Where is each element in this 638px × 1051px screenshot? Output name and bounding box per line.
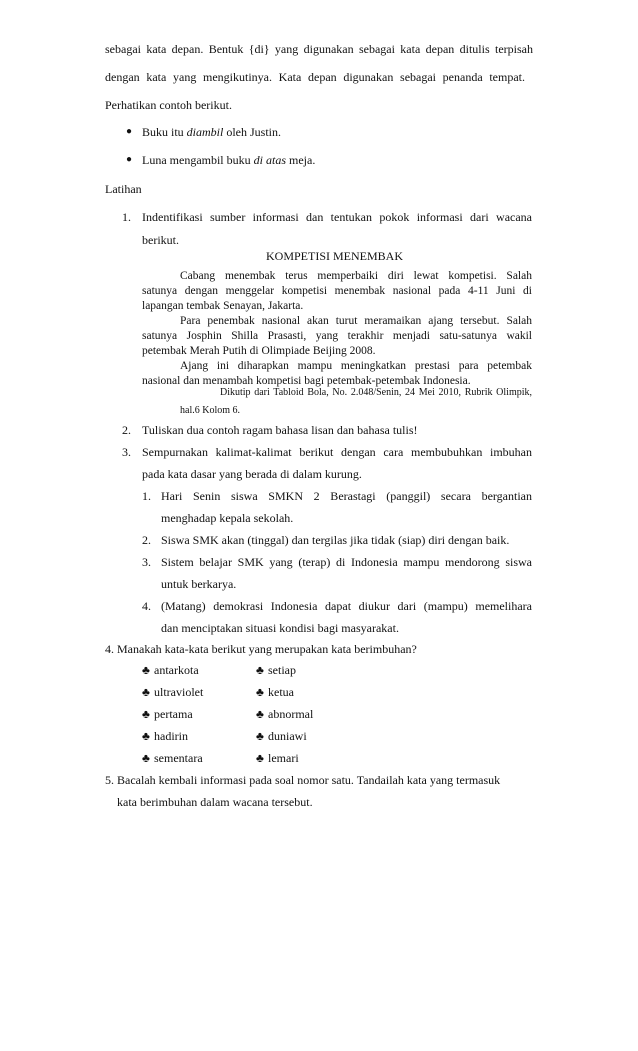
q3-item-2-line-1: Siswa SMK akan (tinggal) dan tergilas jika tidak (siap) diri dengan baik. [161, 533, 510, 547]
article-p3-line-1: Ajang ini diharapkan mampu meningkatkan prestasi para petembak [180, 360, 532, 372]
article-source-1: Dikutip dari Tabloid Bola, No. 2.048/Senin, 24 Mei 2010, Rubrik Olimpik, [220, 387, 532, 398]
club-icon: ♣ [142, 751, 150, 765]
q3-item-4-line-1: (Matang) demokrasi Indonesia dapat diukur dari (mampu) memelihara [161, 599, 532, 613]
q2-text: Tuliskan dua contoh ragam bahasa lisan dan bahasa tulis! [142, 423, 418, 437]
q5-line-1: 5. Bacalah kembali informasi pada soal nomor satu. Tandailah kata yang termasuk [105, 773, 501, 787]
intro-line-1: sebagai kata depan. Bentuk {di} yang digunakan sebagai kata depan ditulis terpisah [105, 42, 533, 56]
q4-right-3: abnormal [268, 707, 314, 721]
q4-left-1: antarkota [154, 663, 199, 677]
q3-line-1: Sempurnakan kalimat-kalimat berikut dengan cara membubuhkan imbuhan [142, 445, 532, 459]
q3-number: 3. [122, 445, 131, 459]
club-icon: ♣ [142, 685, 150, 699]
club-icon: ♣ [256, 729, 264, 743]
q3-item-3-number: 3. [142, 555, 151, 569]
q3-item-3-line-2: untuk berkarya. [161, 577, 237, 591]
q4-right-5: lemari [268, 751, 299, 765]
q4-text: 4. Manakah kata-kata berikut yang merupakan kata berimbuhan? [105, 642, 417, 656]
latihan-label: Latihan [105, 182, 142, 196]
q3-item-2-number: 2. [142, 533, 151, 547]
q3-item-1-number: 1. [142, 489, 151, 503]
q4-left-2: ultraviolet [154, 685, 204, 699]
q4-right-4: duniawi [268, 729, 307, 743]
intro-line-2: dengan kata yang mengikutinya. Kata depan digunakan sebagai penanda tempat. [105, 70, 525, 84]
q3-item-4-number: 4. [142, 599, 151, 613]
article-source-2: hal.6 Kolom 6. [180, 405, 240, 416]
article-p2-line-3: petembak Merah Putih di Olimpiade Beijing 2008. [142, 345, 376, 357]
article-p1-line-2: satunya dengan menggelar kompetisi menembak nasional pada 4-11 Juni di [142, 285, 532, 297]
example-2: Luna mengambil buku di atas meja. [142, 153, 316, 167]
bullet-icon: ● [126, 126, 133, 137]
q4-right-1: setiap [268, 663, 296, 677]
q3-item-3-line-1: Sistem belajar SMK yang (terap) di Indonesia mampu mendorong siswa [161, 555, 532, 569]
q1-line-1: Indentifikasi sumber informasi dan tentukan pokok informasi dari wacana [142, 210, 532, 224]
club-icon: ♣ [256, 663, 264, 677]
q4-left-3: pertama [154, 707, 193, 721]
club-icon: ♣ [256, 707, 264, 721]
q3-item-1-line-2: menghadap kepala sekolah. [161, 511, 294, 525]
club-icon: ♣ [142, 707, 150, 721]
club-icon: ♣ [142, 729, 150, 743]
q4-right-2: ketua [268, 685, 294, 699]
q4-left-5: sementara [154, 751, 203, 765]
article-p3-line-2: nasional dan menambah kompetisi bagi petembak-petembak Indonesia. [142, 375, 471, 387]
intro-line-3: Perhatikan contoh berikut. [105, 98, 232, 112]
q3-item-1-line-1: Hari Senin siswa SMKN 2 Berastagi (panggil) secara bergantian [161, 489, 532, 503]
q1-line-2: berikut. [142, 233, 179, 247]
article-title: KOMPETISI MENEMBAK [266, 249, 404, 263]
q3-line-2: pada kata dasar yang berada di dalam kurung. [142, 467, 362, 481]
q2-number: 2. [122, 423, 131, 437]
bullet-icon: ● [126, 154, 133, 165]
club-icon: ♣ [142, 663, 150, 677]
article-p2-line-2: satunya Josphin Shilla Prasasti, yang terakhir menjadi satu-satunya wakil [142, 330, 532, 342]
article-p1-line-1: Cabang menembak terus memperbaiki diri lewat kompetisi. Salah [180, 270, 532, 282]
club-icon: ♣ [256, 685, 264, 699]
q5-line-2: kata berimbuhan dalam wacana tersebut. [117, 795, 313, 809]
article-p2-line-1: Para penembak nasional akan turut meramaikan ajang tersebut. Salah [180, 315, 532, 327]
example-1: Buku itu diambil oleh Justin. [142, 125, 282, 139]
q3-item-4-line-2: dan menciptakan situasi kondisi bagi masyarakat. [161, 621, 399, 635]
q1-number: 1. [122, 210, 131, 224]
article-p1-line-3: lapangan tembak Senayan, Jakarta. [142, 300, 304, 312]
q4-left-4: hadirin [154, 729, 188, 743]
club-icon: ♣ [256, 751, 264, 765]
